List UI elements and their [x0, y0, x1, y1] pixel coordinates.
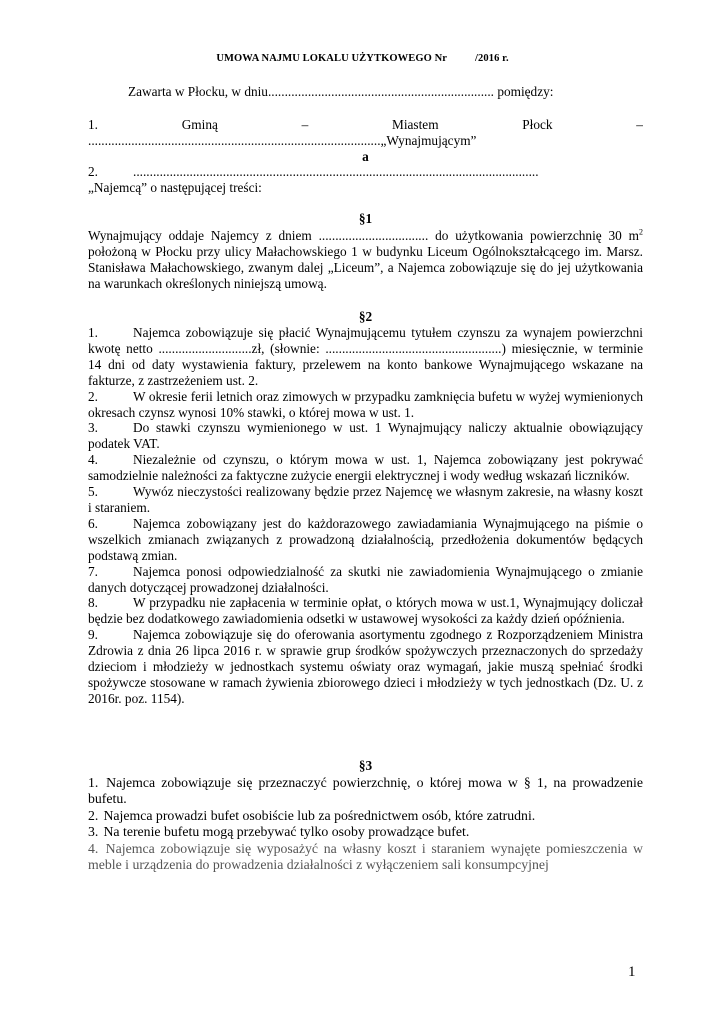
item-number: 3. — [88, 420, 98, 436]
party2-line — [88, 164, 643, 180]
item-text: Najemca zobowiązuje się przeznaczyć powierzchnię, o której mowa w § 1, na prowadzenie bufetu. — [88, 775, 644, 807]
item-text: W okresie ferii letnich oraz zimowych w przypadku zamknięcia bufetu w wyżej wymienionych okresach czynsz wynosi 10% stawki, o której mowa w ust. 1. — [88, 388, 643, 420]
item-number: 7. — [88, 563, 98, 579]
item-number: 2. — [88, 807, 99, 823]
section2-heading: §2 — [358, 309, 373, 324]
item-text: Wywóz nieczystości realizowany będzie przez Najemcę we własnym zakresie, na własny koszt i staraniem. — [88, 484, 643, 515]
section2-body — [88, 325, 643, 707]
party2-name: „Najemcą” o następującej treści: — [88, 180, 262, 195]
section3-item — [88, 808, 643, 824]
party1-dash: – — [301, 117, 309, 132]
item-number: 1. — [88, 325, 98, 340]
item-text: Do stawki czynszu wymienionego w ust. 1 Wynajmujący naliczy aktualnie obowiązujący podatek VAT. — [88, 420, 643, 452]
item-number: 4. — [88, 452, 98, 468]
item-number: 4. — [88, 840, 99, 856]
party2-dots: .......................................................................................................................... — [133, 164, 539, 179]
item-text: Najemca zobowiązuje się płacić Wynajmującemu tytułem czynszu za wynajem powierzchni kwotę netto ............................zł, (słownie: .....................................................) miesięcznie, w terminie 14 dni od daty wystawienia faktury, przelewem na konto bankowe Wynajmującego wskazane na fakturze, z zastrzeżeniem ust. 2. — [88, 325, 643, 388]
item-text: Najemca prowadzi bufet osobiście lub za pośrednictwem osób, które zatrudni. — [103, 807, 536, 823]
title-text: UMOWA NAJMU LOKALU UŻYTKOWEGO Nr — [216, 53, 448, 64]
section2-item — [88, 564, 643, 596]
concluded-line: Zawarta w Płocku, w dniu.................................................................... pomiędzy: — [128, 84, 554, 99]
item-text: Najemca zobowiązuje się wyposażyć na własny koszt i staraniem wynajęte pomieszczenia w meble i urządzenia do prowadzenia działalności z wyłączeniem sali konsumpcyjnej — [88, 840, 643, 873]
conjunction: a — [362, 149, 369, 164]
item-text: Najemca ponosi odpowiedzialność za skutki nie zawiadomienia Wynajmującego o zmianie danych dotyczącej prowadzonej działalności. — [88, 563, 643, 595]
party2-number: 2. — [88, 164, 98, 179]
title-number-suffix: /2016 r. — [475, 53, 509, 64]
section3-body — [88, 775, 643, 873]
item-number: 9. — [88, 627, 98, 643]
section3-item — [88, 775, 643, 808]
section1-text-a: Wynajmujący oddaje Najemcy z dniem ................................. do użytkowania powierzchnię 30 m — [88, 228, 639, 243]
section2-item — [88, 595, 643, 627]
item-text: W przypadku nie zapłacenia w terminie opłat, o których mowa w ust.1, Wynajmujący doliczał będzie bez dodatkowego zawiadomienia odsetki w ustawowej wysokości za każdy dzień opóźnienia. — [88, 595, 643, 627]
item-number: 2. — [88, 388, 98, 404]
item-number: 5. — [88, 484, 98, 500]
item-text: Najemca zobowiązuje się do oferowania asortymentu zgodnego z Rozporządzeniem Ministra Zdrowia z dnia 26 lipca 2016 r. w sprawie grup środków spożywczych przeznaczonych do sprzedaży dzieciom i młodzieży w jednostkach systemu oświaty oraz wymagań, jakie muszą spełniać środki spożywcze stosowane w ramach żywienia zbiorowego dzieci i młodzieży w tych jednostkach (Dz. U. z 2016r. poz. 1154). — [88, 627, 643, 706]
party1-line2: ........................................................................................„Wynajmującym” — [88, 133, 477, 148]
party1-line — [88, 117, 643, 133]
document-title — [0, 53, 725, 64]
item-text: Najemca zobowiązany jest do każdorazowego zawiadamiania Wynajmującego na piśmie o wszelkich zmianach związanych z prowadzoną działalnością, przedłożenia dokumentów będących podstawą zmian. — [88, 515, 643, 563]
section3-item — [88, 824, 643, 840]
section1-body — [88, 228, 643, 292]
section3-heading: §3 — [358, 758, 373, 773]
section2-item — [88, 452, 643, 484]
section1-heading: §1 — [358, 211, 373, 226]
party1-word-a: Gminą — [181, 117, 218, 132]
party1-dash2: – — [636, 117, 643, 132]
section1-sup: 2 — [639, 227, 643, 237]
item-number: 8. — [88, 595, 98, 611]
item-text: Niezależnie od czynszu, o którym mowa w ust. 1, Najemca zobowiązany jest pokrywać samodzielnie należności za faktyczne zużycie energii elektrycznej i wody według wskazań liczników. — [88, 452, 643, 484]
party1-number: 1. — [88, 117, 98, 132]
section2-item — [88, 389, 643, 421]
section1-text-b: położoną w Płocku przy ulicy Małachowskiego 1 w budynku Liceum Ogólnokształcącego im. Marsz. Stanisława Małachowskiego, zwanym dalej „Liceum”, a Najemca zobowiązuje się do jej użytkowania na warunkach określonych niniejszą umową. — [88, 243, 643, 291]
party1-word-c: Płock — [522, 117, 553, 132]
party1-word-b: Miastem — [392, 117, 439, 132]
item-text: Na terenie bufetu mogą przebywać tylko osoby prowadzące bufet. — [103, 824, 470, 840]
item-number: 6. — [88, 515, 98, 531]
page-number: 1 — [628, 964, 636, 980]
item-number: 3. — [88, 824, 99, 840]
section3-item — [88, 841, 643, 874]
section2-item — [88, 420, 643, 452]
section2-item — [88, 484, 643, 516]
section2-item — [88, 325, 643, 389]
item-number: 1. — [88, 775, 99, 790]
section2-item — [88, 516, 643, 564]
section2-item — [88, 627, 643, 707]
